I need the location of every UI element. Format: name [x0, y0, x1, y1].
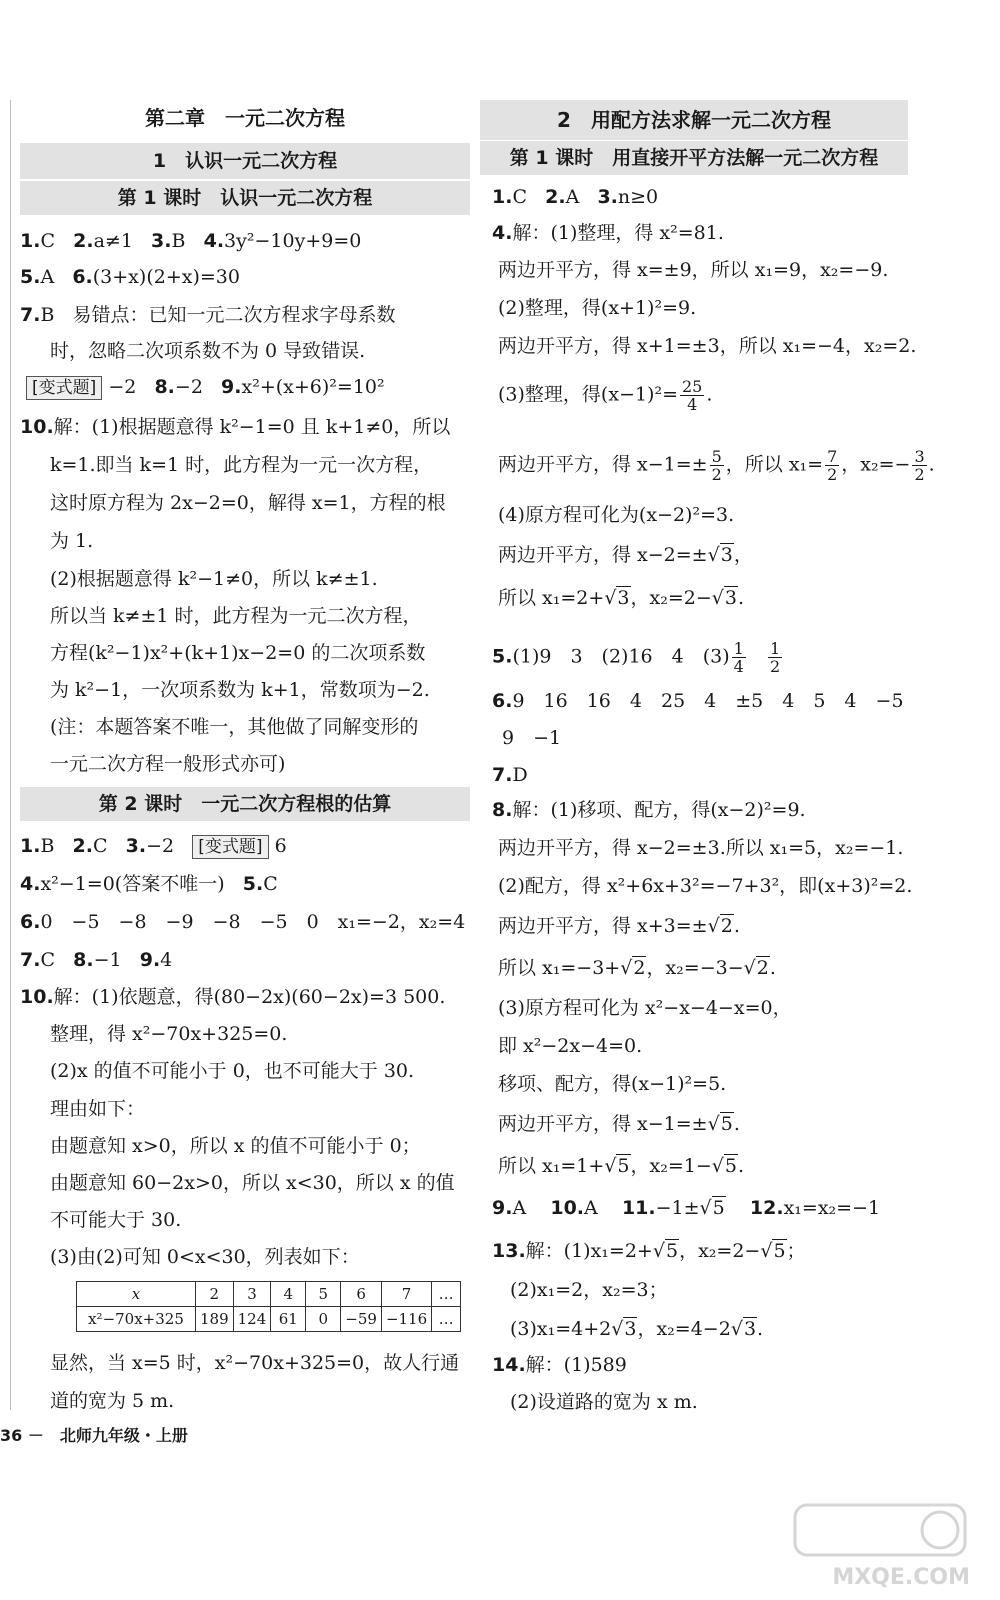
text-line: 为 k²−1，一次项系数为 k+1，常数项为−2.	[50, 679, 430, 701]
text-line: 两边开平方，得 x+1=±3，所以 x₁=−4，x₂=2.	[498, 335, 917, 357]
text-line: (2)整理，得(x+1)²=9.	[498, 297, 697, 319]
column-divider	[10, 100, 11, 1410]
fraction: $\frac{1}{2}$	[769, 639, 781, 676]
text-line: (4)原方程可化为(x−2)²=3.	[498, 504, 735, 526]
answer-line: 4.解：(1)整理，得 x²=81.	[492, 222, 724, 244]
text-line: (2)x₁=2，x₂=3；	[510, 1279, 668, 1301]
section-title: 2 用配方法求解一元二次方程	[480, 100, 908, 140]
watermark	[790, 1500, 970, 1590]
q-number: 1.	[20, 230, 41, 252]
watermark-text: MXQE.COM	[832, 1565, 970, 1590]
answer-line: 1.C 2.a≠1 3.B 4.3y²−10y+9=0	[20, 230, 362, 252]
watermark-logo-icon	[790, 1500, 970, 1560]
answer-line: 7.C 8.−1 9.4	[20, 949, 173, 971]
answer-line: 10.解：(1)根据题意得 k²−1=0 且 k+1≠0，所以	[20, 416, 451, 438]
answer-line: 7.B 易错点：已知一元二次方程求字母系数	[20, 304, 396, 326]
text-line: 显然，当 x=5 时，x²−70x+325=0，故人行通	[50, 1352, 460, 1374]
answer-line: 13.解：(1)x₁=2+√5，x₂=2−√5；	[492, 1240, 806, 1262]
text-line: 一元二次方程一般形式亦可)	[50, 753, 286, 775]
answer-line: 5.A 6.(3+x)(2+x)=30	[20, 266, 240, 288]
text-line: (3)由(2)可知 0<x<30，列表如下：	[50, 1246, 360, 1268]
text-line: (3)原方程可化为 x²−x−4−x=0，	[498, 997, 792, 1019]
answer-line: 14.解：(1)589	[492, 1354, 627, 1376]
text-line: (3)整理，得(x−1)²= $\frac{25}{4}$ .	[498, 377, 713, 414]
error-note: 易错点：已知一元二次方程求字母系数	[72, 304, 396, 326]
section-title: 1 认识一元二次方程	[20, 143, 470, 179]
answer-line: 1.B 2.C 3.−2 [变式题] 6	[20, 835, 287, 857]
text-line: 整理，得 x²−70x+325=0.	[50, 1023, 288, 1045]
variant-tag: [变式题]	[26, 376, 102, 400]
fraction: $\frac{5}{2}$	[711, 447, 722, 484]
text-line: 两边开平方，得 x+3=±√2.	[498, 915, 740, 937]
text-line: 9 −1	[502, 727, 562, 749]
answer-line: 6.0 −5 −8 −9 −8 −5 0 x₁=−2，x₂=4	[20, 911, 466, 933]
answer-line: 8.解：(1)移项、配方，得(x−2)²=9.	[492, 799, 806, 821]
text-line: 所以当 k≠±1 时，此方程为一元二次方程，	[50, 605, 422, 627]
text-line: 两边开平方，得 x−2=±3.所以 x₁=5，x₂=−1.	[498, 837, 904, 859]
table-row: x 2 3 4 5 6 7 …	[77, 1282, 461, 1307]
text-line: 移项、配方，得(x−1)²=5.	[498, 1073, 727, 1095]
text-line: 所以 x₁=1+√5，x₂=1−√5.	[498, 1155, 745, 1177]
text-line: 这时原方程为 2x−2=0，解得 x=1，方程的根	[50, 492, 446, 514]
text-line: (2)配方，得 x²+6x+3²=−7+3²，即(x+3)²=2.	[498, 875, 913, 897]
text-line: 为 1.	[50, 530, 94, 552]
text-line: 理由如下：	[50, 1098, 146, 1120]
text-line: (2)设道路的宽为 x m.	[510, 1391, 698, 1413]
fraction: $\frac{1}{4}$	[733, 639, 744, 676]
text-line: 时，忽略二次项系数不为 0 导致错误.	[50, 340, 366, 362]
text-line: 即 x²−2x−4=0.	[498, 1035, 643, 1057]
lesson-title: 第 2 课时 一元二次方程根的估算	[20, 787, 470, 821]
fraction: $\frac{7}{2}$	[827, 447, 838, 484]
text-line: (3)x₁=4+2√3，x₂=4−2√3.	[510, 1318, 764, 1340]
text-line: 不可能大于 30.	[50, 1209, 182, 1231]
text-line: 两边开平方，得 x−1=±√5.	[498, 1113, 740, 1135]
answer-line: 7.D	[492, 764, 528, 786]
variant-tag: [变式题]	[192, 835, 268, 859]
text-line: (注：本题答案不唯一，其他做了同解变形的	[50, 716, 419, 738]
fraction: $\frac{25}{4}$	[682, 377, 703, 414]
text-line: 两边开平方，得 x−2=±√3，	[498, 544, 753, 566]
answer-line: 6.9 16 16 4 25 4 ±5 4 5 4 −5	[492, 690, 904, 712]
text-line: 两边开平方，得 x=±9，所以 x₁=9，x₂=−9.	[498, 259, 889, 281]
text-line: 两边开平方，得 x−1=± $\frac{5}{2}$ ，所以 x₁= $\frac{7}{2}$ ，x₂=− $\frac{3}{2}$ .	[498, 447, 935, 484]
text-line: 道的宽为 5 m.	[50, 1390, 175, 1412]
table-row: x²−70x+325 189 124 61 0 −59 −116 …	[77, 1307, 461, 1332]
answer-line: 1.C 2.A 3.n≥0	[492, 186, 659, 208]
answer-line: 4.x²−1=0(答案不唯一) 5.C	[20, 873, 278, 895]
text-line: (2)根据题意得 k²−1≠0，所以 k≠±1.	[50, 568, 378, 590]
text-line: k=1.即当 k=1 时，此方程为一元一次方程，	[50, 454, 433, 476]
lesson-title: 第 1 课时 用直接开平方法解一元二次方程	[480, 141, 908, 175]
answer-line: 9.A 10.A 11.−1±√5 12.x₁=x₂=−1	[492, 1197, 881, 1219]
answer-line: [变式题] −2 8.−2 9.x²+(x+6)²=10²	[26, 374, 385, 400]
q-number: 2.	[73, 230, 94, 252]
values-table	[76, 1281, 461, 1332]
text-line: 所以 x₁=2+√3，x₂=2−√3.	[498, 587, 745, 609]
text-line: 由题意知 60−2x>0，所以 x<30，所以 x 的值	[50, 1172, 455, 1194]
answer-line: 10.解：(1)依题意，得(80−2x)(60−2x)=3 500.	[20, 986, 446, 1008]
q-number: 4.	[203, 230, 225, 252]
text-line: 方程(k²−1)x²+(k+1)x−2=0 的二次项系数	[50, 642, 426, 664]
text-line: (2)x 的值不可能小于 0，也不可能大于 30.	[50, 1060, 415, 1082]
answer-line: 5.(1)9 3 (2)16 4 (3) $\frac{1}{4}$ $\frac{1}{2}$	[492, 639, 781, 676]
fraction: $\frac{3}{2}$	[914, 447, 925, 484]
text-line: 所以 x₁=−3+√2，x₂=−3−√2.	[498, 957, 776, 979]
text-line: 由题意知 x>0，所以 x 的值不可能小于 0；	[50, 1135, 421, 1157]
chapter-title: 第二章 一元二次方程	[145, 106, 345, 130]
lesson-title: 第 1 课时 认识一元二次方程	[20, 181, 470, 215]
q-number: 3.	[151, 230, 172, 252]
page-footer: 36 － 北师九年级・上册	[0, 1426, 188, 1445]
